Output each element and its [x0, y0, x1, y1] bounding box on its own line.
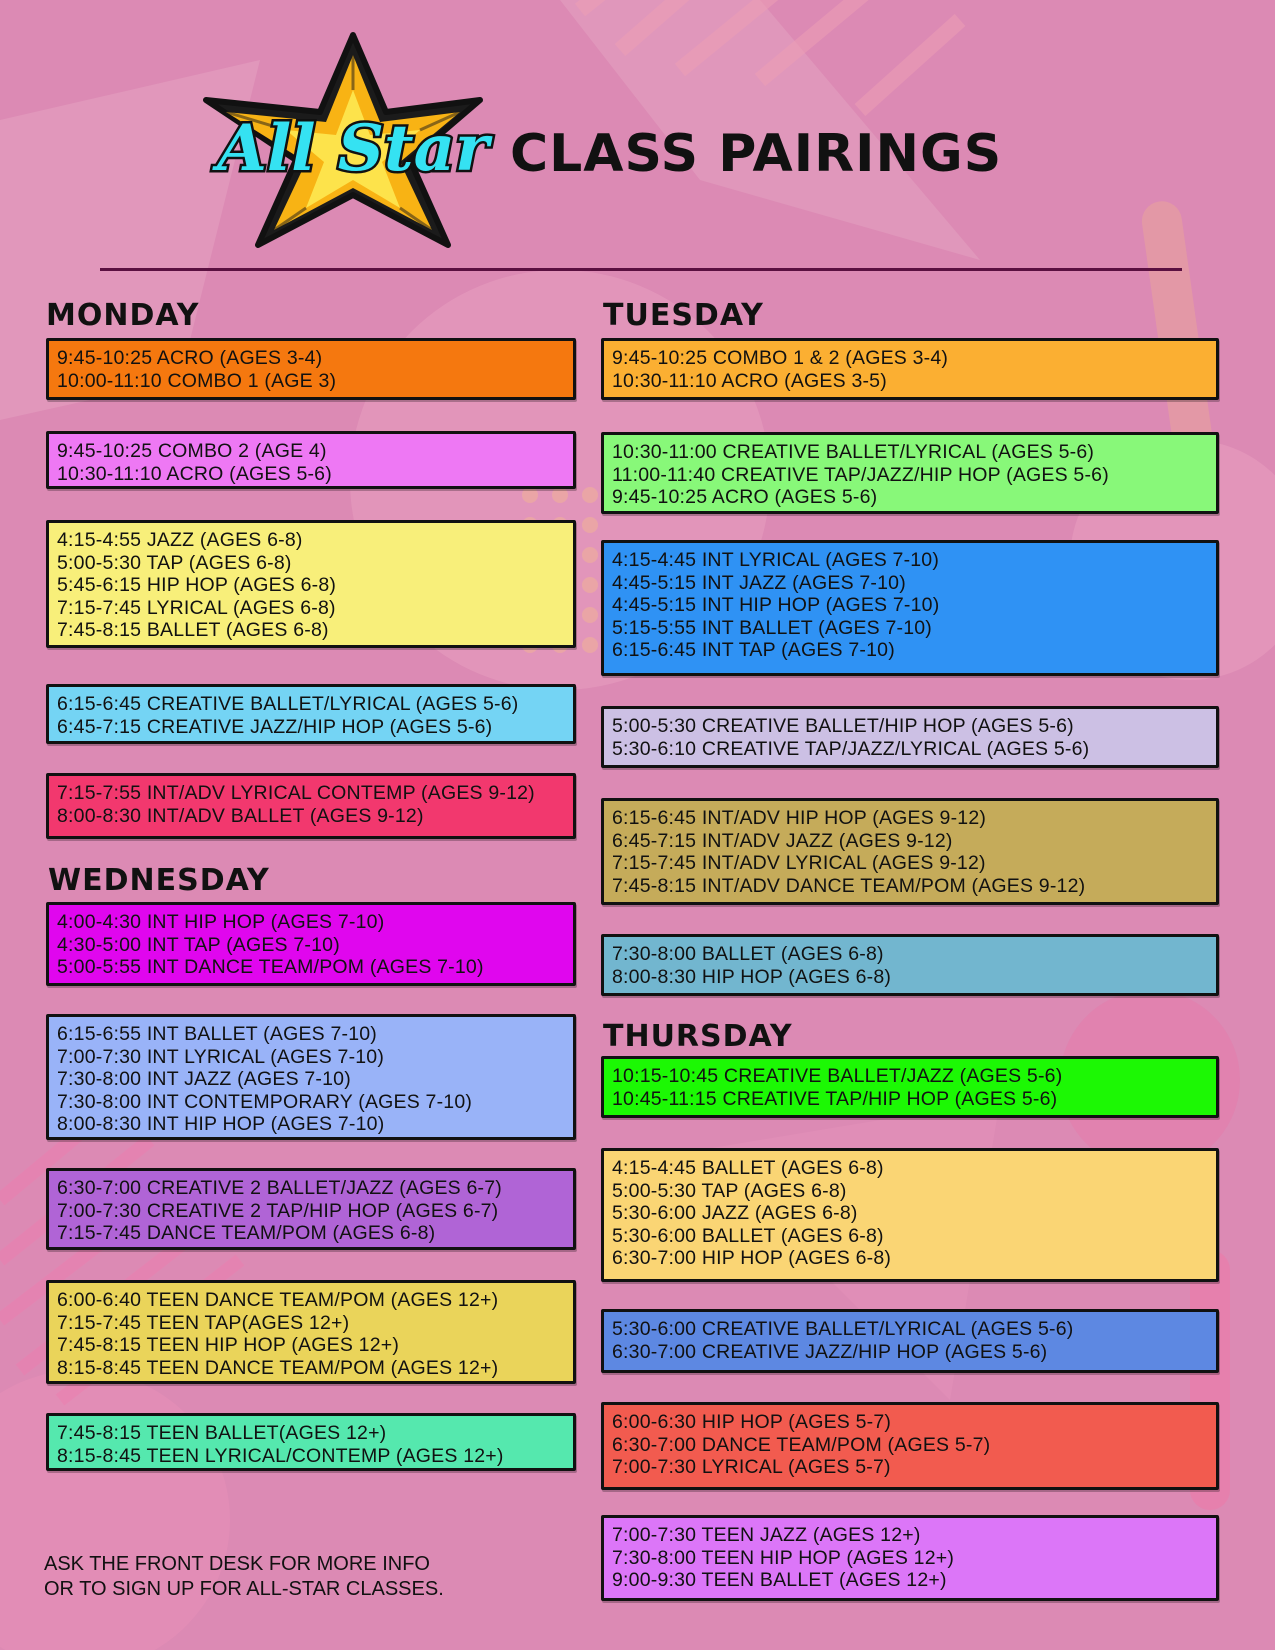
all-star-logo	[198, 30, 508, 255]
class-entry: 6:15-6:55 INT BALLET (AGES 7-10)	[57, 1023, 377, 1045]
class-entry: 5:30-6:00 JAZZ (AGES 6-8)	[612, 1202, 858, 1224]
class-entry: 4:15-4:45 BALLET (AGES 6-8)	[612, 1157, 884, 1179]
class-entry: 5:30-6:00 CREATIVE BALLET/LYRICAL (AGES 5-6)	[612, 1318, 1074, 1340]
class-entry: 4:15-4:55 JAZZ (AGES 6-8)	[57, 529, 303, 551]
day-heading-monday: MONDAY	[46, 298, 200, 333]
class-box	[46, 1280, 576, 1384]
class-box	[46, 338, 576, 400]
page-title: CLASS PAIRINGS	[510, 124, 1003, 184]
class-box	[601, 540, 1219, 676]
class-entry: 9:45-10:25 COMBO 1 & 2 (AGES 3-4)	[612, 347, 949, 369]
class-entry: 5:30-6:10 CREATIVE TAP/JAZZ/LYRICAL (AGES 5-6)	[612, 737, 1090, 760]
class-entry: 7:30-8:00 BALLET (AGES 6-8)	[612, 943, 884, 965]
class-entry: 7:15-7:45 INT/ADV LYRICAL (AGES 9-12)	[612, 852, 986, 874]
class-entry: 11:00-11:40 CREATIVE TAP/JAZZ/HIP HOP (AGES 5-6)	[612, 463, 1109, 486]
class-entry: 6:00-6:30 HIP HOP (AGES 5-7)	[612, 1411, 892, 1433]
class-entry: 6:00-6:40 TEEN DANCE TEAM/POM (AGES 12+)	[57, 1289, 499, 1311]
class-entry: 10:30-11:10 ACRO (AGES 5-6)	[57, 462, 332, 485]
class-box	[46, 684, 576, 744]
class-box	[46, 1168, 576, 1250]
class-entry: 7:45-8:15 TEEN BALLET(AGES 12+)	[57, 1422, 387, 1444]
class-entry: 7:30-8:00 TEEN HIP HOP (AGES 12+)	[612, 1546, 955, 1569]
class-box	[46, 1014, 576, 1140]
class-box	[601, 338, 1219, 400]
class-entry: 7:15-7:45 LYRICAL (AGES 6-8)	[57, 596, 336, 619]
class-box	[601, 1402, 1219, 1490]
class-entry: 7:30-8:00 INT JAZZ (AGES 7-10)	[57, 1068, 351, 1090]
class-entry: 8:15-8:45 TEEN DANCE TEAM/POM (AGES 12+)	[57, 1356, 499, 1379]
class-box	[601, 1056, 1219, 1118]
class-entry: 6:15-6:45 CREATIVE BALLET/LYRICAL (AGES 5-6)	[57, 693, 519, 715]
footer-note	[44, 1552, 444, 1602]
class-entry: 5:00-5:30 TAP (AGES 6-8)	[57, 551, 292, 574]
footer-line: OR TO SIGN UP FOR ALL-STAR CLASSES.	[44, 1578, 444, 1600]
class-entry: 9:45-10:25 ACRO (AGES 5-6)	[612, 486, 878, 508]
class-box	[601, 798, 1219, 905]
class-entry: 6:45-7:15 INT/ADV JAZZ (AGES 9-12)	[612, 829, 953, 852]
class-entry: 5:00-5:30 CREATIVE BALLET/HIP HOP (AGES 5-6)	[612, 715, 1074, 737]
class-entry: 6:30-7:00 CREATIVE JAZZ/HIP HOP (AGES 5-6)	[612, 1340, 1048, 1363]
class-entry: 8:00-8:30 INT/ADV BALLET (AGES 9-12)	[57, 804, 424, 827]
class-entry: 4:30-5:00 INT TAP (AGES 7-10)	[57, 933, 340, 956]
class-entry: 10:30-11:10 ACRO (AGES 3-5)	[612, 369, 887, 392]
class-entry: 10:45-11:15 CREATIVE TAP/HIP HOP (AGES 5-6)	[612, 1087, 1058, 1110]
class-entry: 6:30-7:00 HIP HOP (AGES 6-8)	[612, 1247, 892, 1269]
class-entry: 7:45-8:15 INT/ADV DANCE TEAM/POM (AGES 9-12)	[612, 874, 1086, 897]
class-entry: 6:15-6:45 INT TAP (AGES 7-10)	[612, 639, 895, 661]
class-entry: 7:15-7:55 INT/ADV LYRICAL CONTEMP (AGES 9-12)	[57, 782, 535, 804]
class-box	[601, 432, 1219, 514]
class-entry: 9:45-10:25 COMBO 2 (AGE 4)	[57, 440, 327, 462]
header-divider	[100, 268, 1182, 271]
class-entry: 5:45-6:15 HIP HOP (AGES 6-8)	[57, 574, 337, 596]
class-entry: 7:00-7:30 CREATIVE 2 TAP/HIP HOP (AGES 6-7)	[57, 1199, 499, 1222]
footer-line: ASK THE FRONT DESK FOR MORE INFO	[44, 1553, 430, 1575]
class-entry: 5:15-5:55 INT BALLET (AGES 7-10)	[612, 616, 932, 639]
class-entry: 8:15-8:45 TEEN LYRICAL/CONTEMP (AGES 12+)	[57, 1444, 504, 1467]
day-heading-tuesday: TUESDAY	[603, 298, 764, 333]
class-entry: 8:00-8:30 HIP HOP (AGES 6-8)	[612, 965, 892, 988]
class-box	[601, 1148, 1219, 1282]
class-entry: 8:00-8:30 INT HIP HOP (AGES 7-10)	[57, 1113, 385, 1135]
class-box	[46, 902, 576, 986]
class-entry: 7:00-7:30 LYRICAL (AGES 5-7)	[612, 1456, 891, 1478]
class-entry: 9:45-10:25 ACRO (AGES 3-4)	[57, 347, 323, 369]
class-box	[46, 520, 576, 648]
class-entry: 7:30-8:00 INT CONTEMPORARY (AGES 7-10)	[57, 1090, 473, 1113]
class-box	[601, 1309, 1219, 1373]
class-entry: 5:00-5:55 INT DANCE TEAM/POM (AGES 7-10)	[57, 956, 484, 978]
class-entry: 9:00-9:30 TEEN BALLET (AGES 12+)	[612, 1569, 947, 1591]
class-entry: 7:00-7:30 TEEN JAZZ (AGES 12+)	[612, 1524, 921, 1546]
class-entry: 7:15-7:45 TEEN TAP(AGES 12+)	[57, 1311, 350, 1334]
class-entry: 7:45-8:15 BALLET (AGES 6-8)	[57, 619, 329, 641]
class-entry: 4:15-4:45 INT LYRICAL (AGES 7-10)	[612, 549, 940, 571]
class-entry: 7:00-7:30 INT LYRICAL (AGES 7-10)	[57, 1045, 385, 1068]
class-entry: 6:30-7:00 CREATIVE 2 BALLET/JAZZ (AGES 6-7)	[57, 1177, 502, 1199]
class-entry: 10:15-10:45 CREATIVE BALLET/JAZZ (AGES 5-6)	[612, 1065, 1063, 1087]
class-entry: 6:30-7:00 DANCE TEAM/POM (AGES 5-7)	[612, 1433, 991, 1456]
class-entry: 4:45-5:15 INT HIP HOP (AGES 7-10)	[612, 594, 940, 616]
class-entry: 10:30-11:00 CREATIVE BALLET/LYRICAL (AGES 5-6)	[612, 441, 1095, 463]
class-entry: 4:45-5:15 INT JAZZ (AGES 7-10)	[612, 571, 906, 594]
class-box	[601, 934, 1219, 996]
class-box	[601, 1515, 1219, 1601]
class-box	[46, 773, 576, 839]
class-entry: 5:00-5:30 TAP (AGES 6-8)	[612, 1179, 847, 1202]
class-entry: 6:45-7:15 CREATIVE JAZZ/HIP HOP (AGES 5-6)	[57, 715, 493, 738]
class-entry: 4:00-4:30 INT HIP HOP (AGES 7-10)	[57, 911, 385, 933]
class-entry: 10:00-11:10 COMBO 1 (AGE 3)	[57, 369, 337, 392]
day-heading-thursday: THURSDAY	[603, 1019, 793, 1054]
class-entry: 7:15-7:45 DANCE TEAM/POM (AGES 6-8)	[57, 1222, 436, 1244]
class-box	[601, 706, 1219, 768]
class-entry: 7:45-8:15 TEEN HIP HOP (AGES 12+)	[57, 1334, 400, 1356]
day-heading-wednesday: WEDNESDAY	[48, 863, 270, 898]
class-entry: 5:30-6:00 BALLET (AGES 6-8)	[612, 1224, 884, 1247]
class-box	[46, 1413, 576, 1471]
svg-text:All Star: All Star	[217, 111, 489, 186]
class-entry: 6:15-6:45 INT/ADV HIP HOP (AGES 9-12)	[612, 807, 987, 829]
class-box	[46, 431, 576, 489]
